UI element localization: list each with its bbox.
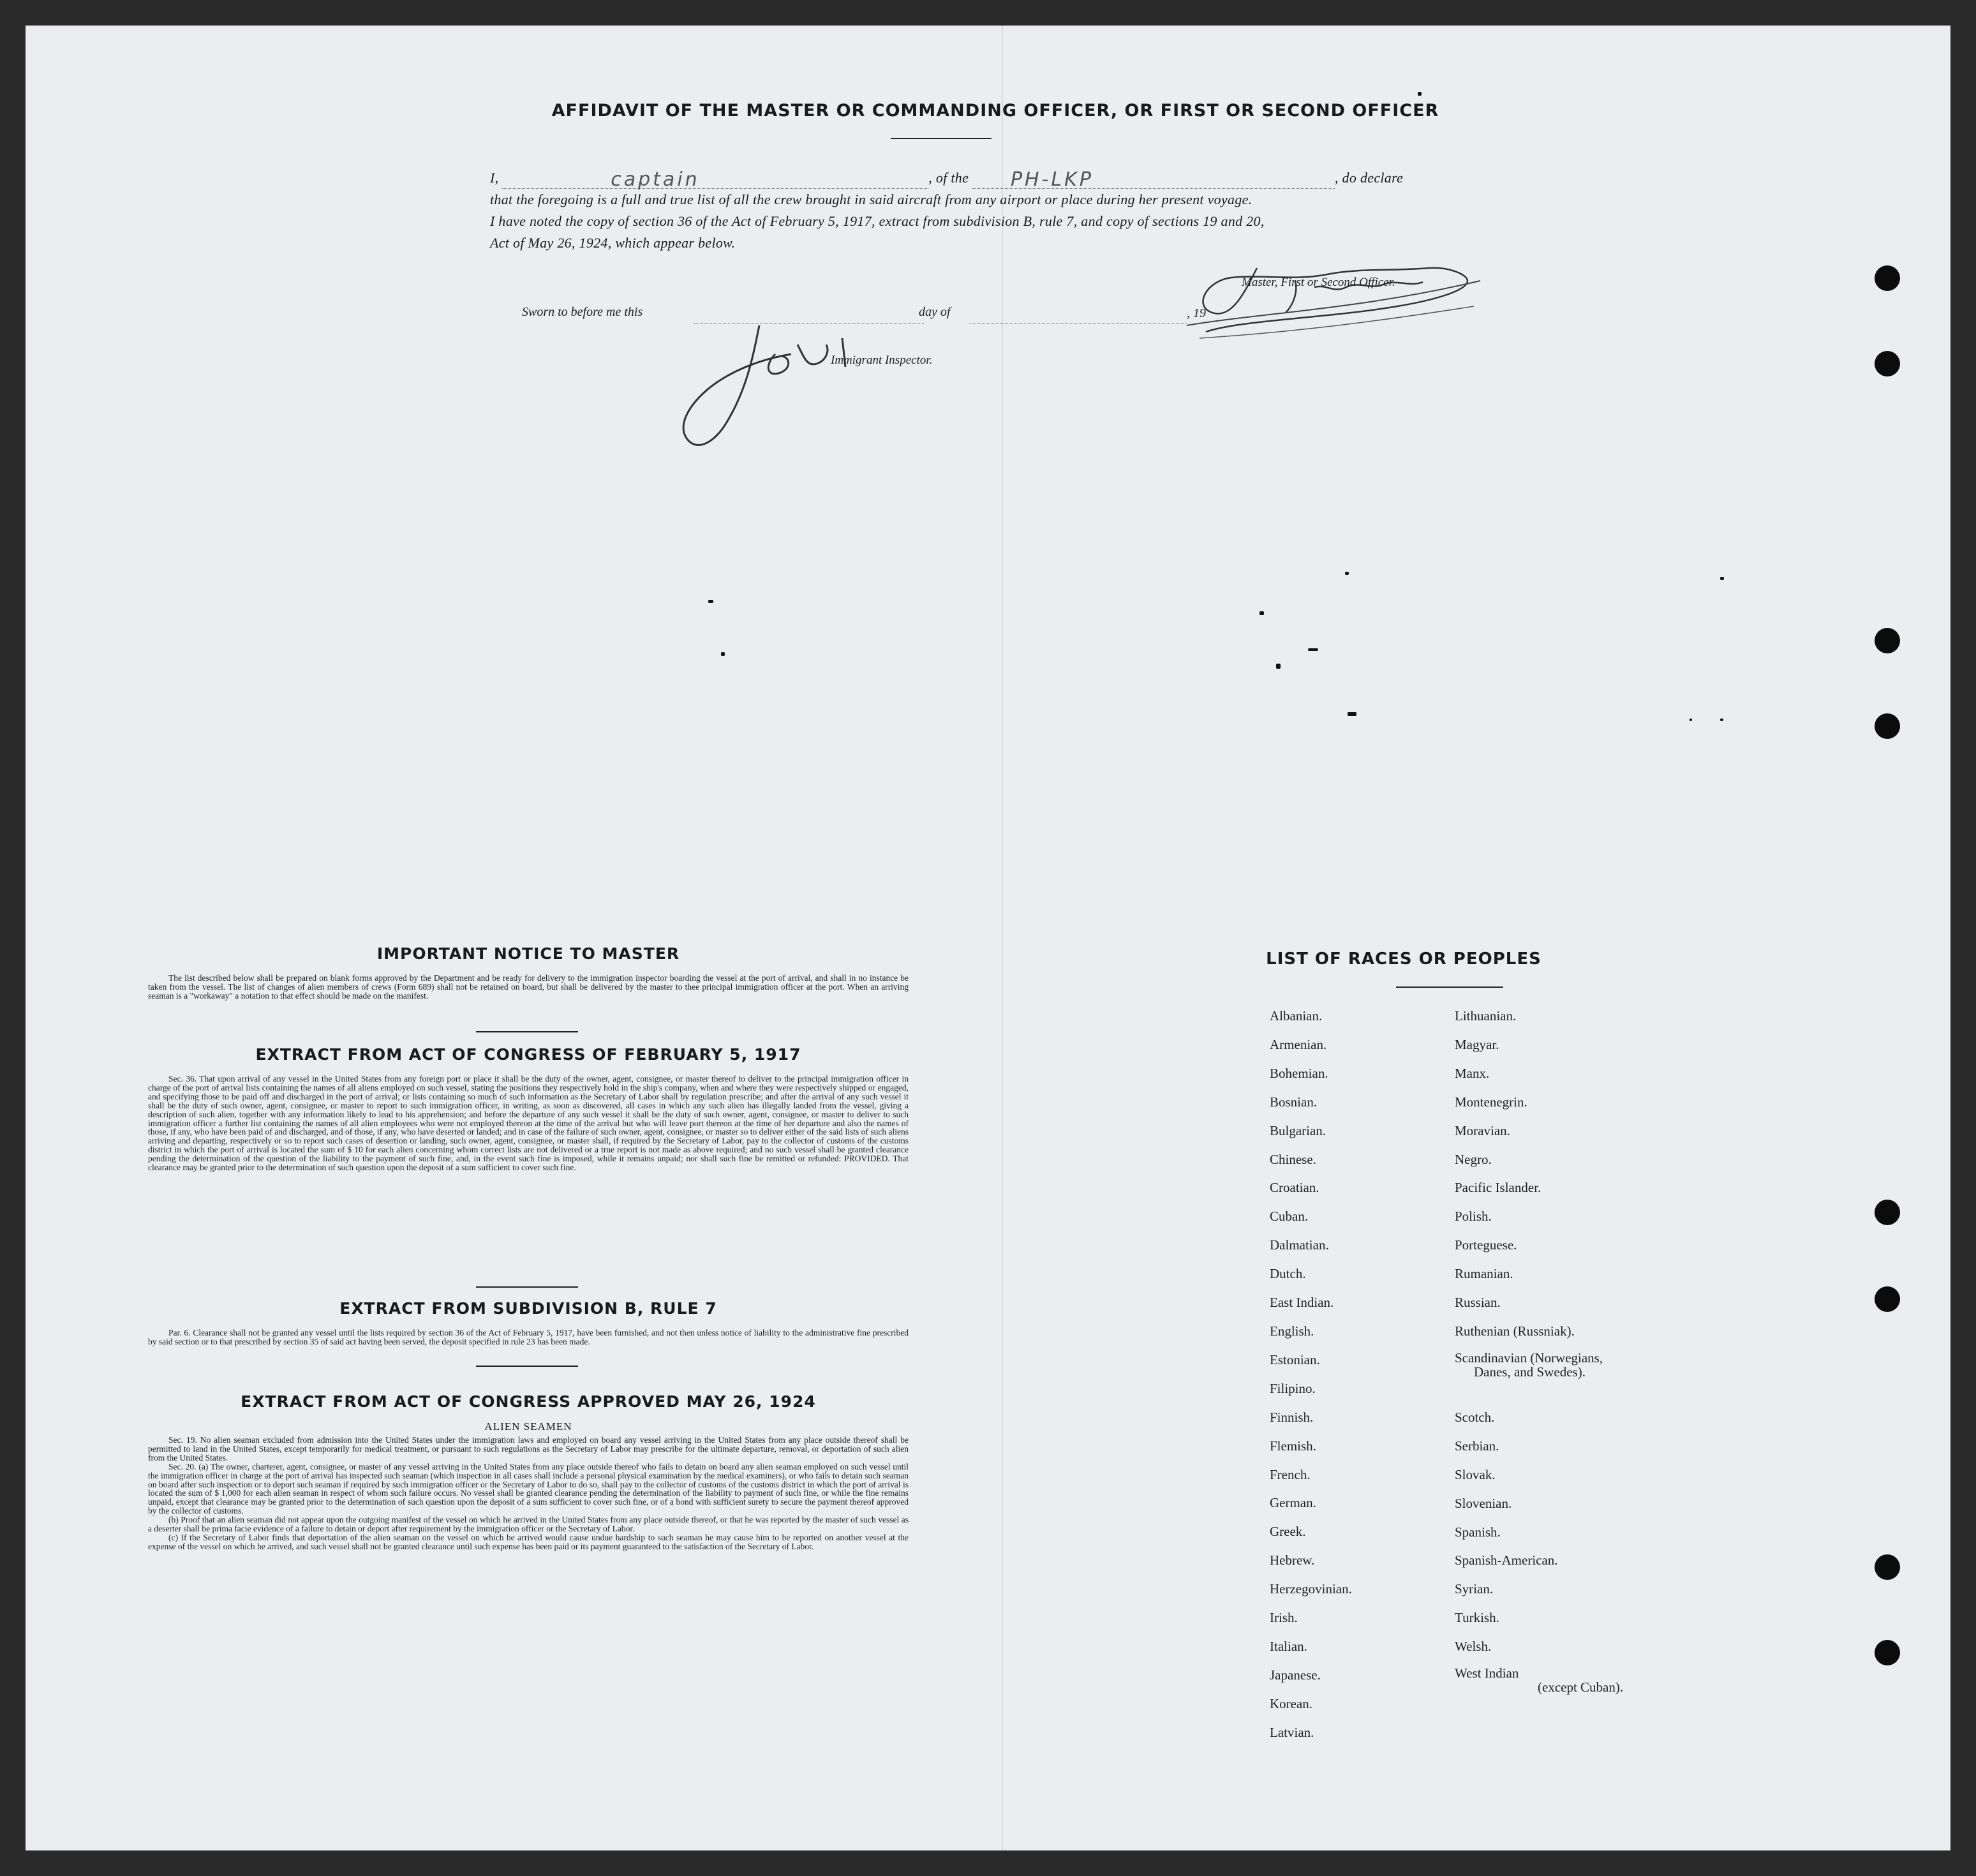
ink-speck (1418, 92, 1422, 96)
race-item: Filipino. (1270, 1380, 1316, 1396)
affidavit-title: AFFIDAVIT OF THE MASTER OR COMMANDING OFFICER, OR FIRST OR SECOND OFFICER (551, 101, 1439, 121)
race-west-indian-line-1: West Indian (1455, 1665, 1519, 1681)
race-item: Lithuanian. (1455, 1008, 1517, 1024)
notice-title: IMPORTANT NOTICE TO MASTER (376, 944, 680, 963)
race-item: Pacific Islander. (1455, 1180, 1541, 1196)
sworn-date-field[interactable] (694, 306, 924, 324)
race-item: English. (1270, 1323, 1314, 1339)
ink-speck (721, 652, 725, 656)
race-item: French. (1270, 1466, 1311, 1482)
race-item: Dalmatian. (1270, 1237, 1329, 1253)
master-signature (1168, 242, 1493, 357)
race-item: Cuban. (1270, 1209, 1309, 1225)
race-item: Finnish. (1270, 1409, 1314, 1425)
race-item: Slovak. (1455, 1466, 1496, 1482)
aircraft-field[interactable] (972, 168, 1335, 191)
race-scandinavian-line-1: Scandinavian (Norwegians, (1455, 1350, 1603, 1366)
do-declare-text: , do declare (1334, 170, 1404, 186)
master-label: Master, First or Second Officer. (1242, 276, 1395, 289)
sec-20a-text: Sec. 20. (a) The owner, charterer, agent, consignee, or master of any vessel arriving in the United States from any place outside thereof who fails to detain on board any alien seaman employed on such vessel until the immigration officer in charge at the port of arrival has inspected such seaman (which inspection in all cases shall include a personal physical examination by the medical examiners), or who fails to detain such seaman on board after such inspection or to deport such seaman if required by such immigration officer or the Secretary of Labor to do so, shall pay to the collector of customs of the customs district in which the port of arrival is located the sum of $ 1,000 for each alien seaman in respect of whom such failure occurs. No vessel shall be granted clearance pending the determination of the liability to payment of such fine, or while the fine remains unpaid, except that clearance may be granted prior to the determination of such question upon the deposit of a sum sufficient to cover such fine, or of a bond with sufficient surety to secure the payment thereof approved by the collector of customs. (148, 1461, 909, 1516)
races-rule (1396, 986, 1503, 988)
affidavit-line-2: that the foregoing is a full and true list of all the crew brought in said aircraft from any airport or place during her present voyage. (490, 191, 1252, 207)
race-west-indian (1455, 1661, 1623, 1694)
race-item: Dutch. (1270, 1266, 1306, 1282)
punch-hole (1875, 351, 1900, 376)
race-item: Magyar. (1455, 1036, 1499, 1052)
race-item: Manx. (1455, 1065, 1490, 1081)
alien-seamen-subtitle: ALIEN SEAMEN (484, 1420, 572, 1433)
extract-1924-title: EXTRACT FROM ACT OF CONGRESS APPROVED MAY 26, 1924 (241, 1392, 816, 1411)
subdivision-b-title: EXTRACT FROM SUBDIVISION B, RULE 7 (339, 1299, 717, 1318)
punch-hole (1875, 1640, 1900, 1665)
races-column-2b (1455, 1403, 1623, 1661)
race-item: Turkish. (1455, 1610, 1499, 1626)
notice-text: The list described below shall be prepared on blank forms approved by the Department and be ready for delivery to the immigration inspector boarding the vessel at the port of arrival, and shall in no instance be taken from the vessel. The list of changes of alien members of crews (Form 689) shall not be retained on board, but shall be delivered by the master to thee principal immigration officer at the port. When an arriving seaman is a "workaway" a notation to that effect should be made on the manifest. (148, 973, 909, 1001)
day-of-label: day of (919, 305, 951, 319)
punch-hole (1875, 1200, 1900, 1225)
ink-speck (1259, 611, 1264, 615)
race-item: Armenian. (1270, 1036, 1327, 1052)
extract-1917-title: EXTRACT FROM ACT OF CONGRESS OF FEBRUARY 5, 1917 (255, 1045, 801, 1064)
punch-hole (1875, 1286, 1900, 1312)
fold-line (1002, 26, 1003, 1850)
race-item: Montenegrin. (1455, 1094, 1527, 1110)
race-item: Flemish. (1270, 1438, 1316, 1454)
affidavit-text (490, 167, 1508, 254)
race-item: Russian. (1455, 1295, 1501, 1311)
race-item: German. (1270, 1495, 1316, 1511)
race-item: Rumanian. (1455, 1266, 1513, 1282)
subdivision-b-rule (476, 1366, 578, 1367)
year-prefix: , 19 (1187, 306, 1206, 320)
races-column-2 (1455, 1002, 1623, 1694)
race-item: Spanish. (1455, 1524, 1501, 1540)
race-item: Spanish-American. (1455, 1552, 1558, 1568)
affidavit-line-3: I have noted the copy of section 36 of the Act of February 5, 1917, extract from subdivision B, rule 7, and copy of sections 19 and 20, (490, 213, 1265, 229)
race-item: Syrian. (1455, 1581, 1494, 1597)
race-item: Korean. (1270, 1695, 1313, 1711)
race-item: Bulgarian. (1270, 1122, 1326, 1138)
title-rule (891, 138, 992, 139)
captain-field[interactable] (502, 168, 928, 191)
of-the-text: , of the (928, 170, 969, 186)
race-item: East Indian. (1270, 1295, 1334, 1311)
race-item: Croatian. (1270, 1180, 1319, 1196)
race-item: Greek. (1270, 1524, 1306, 1540)
month-field[interactable] (970, 306, 1187, 324)
inspector-label: Immigrant Inspector. (831, 354, 933, 367)
sec-20c-text: (c) If the Secretary of Labor finds that deportation of the alien seaman on the vessel on which he arrived would cause undue hardship to such seaman he may cause him to be reported on another vessel at the expense of the vessel on which he arrived, and such vessel shall not be granted clearance until such expense has been paid or its payment guaranteed to the satisfaction of the Secretary of Labor. (148, 1532, 909, 1551)
race-item: Bosnian. (1270, 1094, 1318, 1110)
race-item: Estonian. (1270, 1351, 1320, 1367)
aircraft-handwriting: PH-LKP (1010, 168, 1094, 191)
races-column-2a (1455, 1002, 1623, 1346)
ink-speck (1345, 572, 1349, 575)
race-item: Ruthenian (Russniak). (1455, 1323, 1575, 1339)
affidavit-line-1 (490, 167, 1508, 189)
ink-speck (1720, 577, 1724, 580)
affidavit-line-4: Act of May 26, 1924, which appear below. (490, 235, 736, 251)
ink-speck (1348, 712, 1356, 716)
race-item: Bohemian. (1270, 1065, 1328, 1081)
captain-handwriting: captain (611, 168, 700, 191)
notice-rule (476, 1031, 578, 1032)
race-item: Albanian. (1270, 1008, 1323, 1024)
extract-1917-rule (476, 1286, 578, 1288)
extract-1924-sections (148, 1436, 909, 1551)
race-item: Irish. (1270, 1610, 1298, 1626)
ink-speck (1720, 718, 1723, 721)
races-column-1 (1270, 1002, 1352, 1747)
race-item: Porteguese. (1455, 1237, 1517, 1253)
ink-speck (1690, 718, 1692, 721)
races-title: LIST OF RACES OR PEOPLES (1266, 949, 1541, 969)
race-west-indian-line-2: (except Cuban). (1538, 1679, 1624, 1695)
race-item: Italian. (1270, 1638, 1307, 1654)
ink-speck (1276, 664, 1281, 669)
punch-hole (1875, 1554, 1900, 1580)
race-item: Polish. (1455, 1209, 1492, 1225)
affidavit-i: I, (490, 170, 499, 186)
race-item: Scotch. (1455, 1409, 1495, 1425)
race-item: Welsh. (1455, 1639, 1492, 1655)
race-scandinavian-line-2: Danes, and Swedes). (1474, 1364, 1586, 1380)
ink-speck (708, 600, 713, 603)
subdivision-b-text: Par. 6. Clearance shall not be granted any vessel until the lists required by section 36 of the Act of February 5, 1917, have been furnished, and not then unless notice of liability to the administrative fine prescribed by said section or to that prescribed by section 35 of said act having been served, the deposit specified in rule 23 has been made. (148, 1328, 909, 1346)
race-item: Japanese. (1270, 1667, 1321, 1683)
race-item: Negro. (1455, 1151, 1492, 1167)
inspector-signature (670, 306, 900, 459)
ink-speck (1308, 648, 1318, 651)
race-item: Moravian. (1455, 1122, 1510, 1138)
document-sheet (26, 26, 1950, 1850)
race-item: Chinese. (1270, 1151, 1316, 1167)
punch-hole (1875, 265, 1900, 291)
punch-hole (1875, 628, 1900, 653)
race-item: Slovenian. (1455, 1495, 1512, 1511)
sec-19-text: Sec. 19. No alien seaman excluded from admission into the United States under the immigration laws and employed on board any vessel arriving in the United States from any place outside thereof shall be permitted to land in the United States, except temporarily for medical treatment, or pursuant to such regulations as the Secretary of Labor may prescribe for the ultimate departure, removal, or deportation of such alien from the United States. (148, 1435, 909, 1463)
sworn-label: Sworn to before me this (522, 305, 643, 319)
race-item: Hebrew. (1270, 1552, 1315, 1568)
sec-20b-text: (b) Proof that an alien seaman did not appear upon the outgoing manifest of the vessel on which he arrived in the United States from any place outside thereof, or that he was reported by the master of such vessel as a deserter shall be prima facie evidence of a failure to detain or deport after requirement by the immigration officer or the Secretary of Labor. (148, 1515, 909, 1534)
punch-hole (1875, 713, 1900, 739)
race-item: Serbian. (1455, 1438, 1499, 1454)
extract-1917-text: Sec. 36. That upon arrival of any vessel in the United States from any foreign port or place it shall be the duty of the owner, agent, consignee, or master thereof to deliver to the principal immigration officer in charge of the port of arrival lists containing the names of all aliens employed on such vessel, stating the positions they respectively hold in the ship's company, when and where they were respectively shipped or engaged, and specifying those to be paid off and discharged in the port of arrival; or lists containing so much of such information as the Secretary of Labor shall by regulation prescribe; and after the arrival of any such vessel it shall be the duty of such owner, agent, consignee, or master to report to such immigration officer, in writing, as soon as discovered, all cases in which any such alien has illegally landed from the vessel, giving a description of such alien, together with any information likely to lead to his apprehension; and before the departure of any such vessel it shall be the duty of such owner, agent, consignee, or master to deliver to such immigration officer a further list containing the names of all alien employees who were not employed thereon at the time of the arrival but who will leave port thereon at the time of her departure and also the names of those, if any, who have been paid of and discharged, and of those, if any, who have deserted or landed; and in case of the failure of such owner, agent, consignee, or master so to deliver either of the said lists of such aliens arriving and departing, respectively or so to report such cases of desertion or landing, such owner, agent, consignee, or master shall, if required by the Secretary of Labor, pay to the collector of customs of the customs district in which the port of arrival is located the sum of $ 10 for each alien concerning whom correct lists are not delivered or a true report is not made as above required; and no such vessel shall be granted clearance pending the determination of the question of the liability to the payment of such fine, and, in the event such fine is imposed, while it remains unpaid; nor shall such fine be remitted or refunded: PROVIDED. That clearance may be granted prior to the determination of such question upon the deposit of a sum sufficient to cover such fine. (148, 1074, 909, 1173)
race-item: Latvian. (1270, 1724, 1314, 1740)
race-scandinavian (1455, 1346, 1623, 1403)
race-item: Herzegovinian. (1270, 1581, 1352, 1597)
